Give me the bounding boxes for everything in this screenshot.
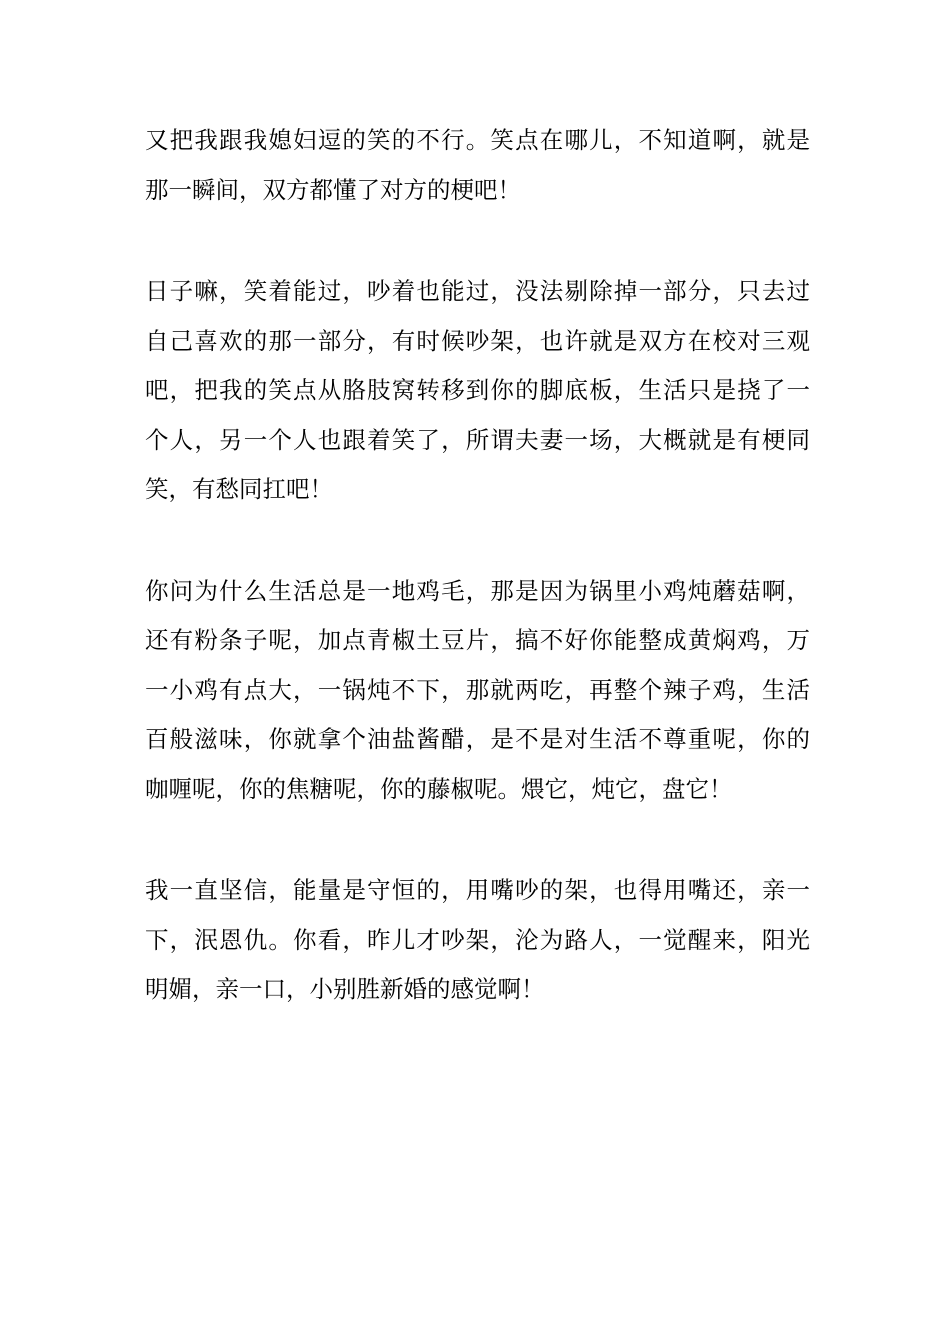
paragraph-line: 又把我跟我媳妇逗的笑的不行。笑点在哪儿，不知道啊，就是 xyxy=(145,126,810,154)
document-body xyxy=(145,116,810,1015)
paragraph-line: 百般滋味，你就拿个油盐酱醋，是不是对生活不尊重呢，你的 xyxy=(145,725,810,753)
paragraph-line: 自己喜欢的那一部分，有时候吵架，也许就是双方在校对三观 xyxy=(145,326,810,355)
paragraph-line: 那一瞬间，双方都懂了对方的梗吧！ xyxy=(145,175,521,204)
paragraph-line: 下，泯恩仇。你看，昨儿才吵架，沦为路人，一觉醒来，阳光 xyxy=(145,925,810,954)
paragraph-spacer xyxy=(145,215,810,267)
paragraph-line: 日子嘛，笑着能过，吵着也能过，没法剔除掉一部分，只去过 xyxy=(145,277,810,305)
paragraph-line: 明媚，亲一口，小别胜新婚的感觉啊！ xyxy=(145,975,545,1003)
paragraph-4 xyxy=(145,866,810,1015)
paragraph-line: 咖喱呢，你的焦糖呢，你的藤椒呢。煨它，炖它，盘它！ xyxy=(145,774,733,803)
paragraph-2 xyxy=(145,267,810,515)
paragraph-line: 我一直坚信，能量是守恒的，用嘴吵的架，也得用嘴还，亲一 xyxy=(145,876,810,904)
paragraph-line: 一小鸡有点大，一锅炖不下，那就两吃，再整个辣子鸡，生活 xyxy=(145,675,810,704)
paragraph-line: 笑，有愁同扛吧！ xyxy=(145,475,333,503)
paragraph-line: 个人，另一个人也跟着笑了，所谓夫妻一场，大概就是有梗同 xyxy=(145,425,810,454)
paragraph-line: 还有粉条子呢，加点青椒土豆片，搞不好你能整成黄焖鸡，万 xyxy=(145,626,810,654)
paragraph-spacer xyxy=(145,814,810,866)
paragraph-3 xyxy=(145,567,810,815)
paragraph-1 xyxy=(145,116,810,215)
paragraph-line: 你问为什么生活总是一地鸡毛，那是因为锅里小鸡炖蘑菇啊， xyxy=(145,576,810,605)
paragraph-spacer xyxy=(145,515,810,567)
paragraph-line: 吧，把我的笑点从胳肢窝转移到你的脚底板，生活只是挠了一 xyxy=(145,376,810,404)
